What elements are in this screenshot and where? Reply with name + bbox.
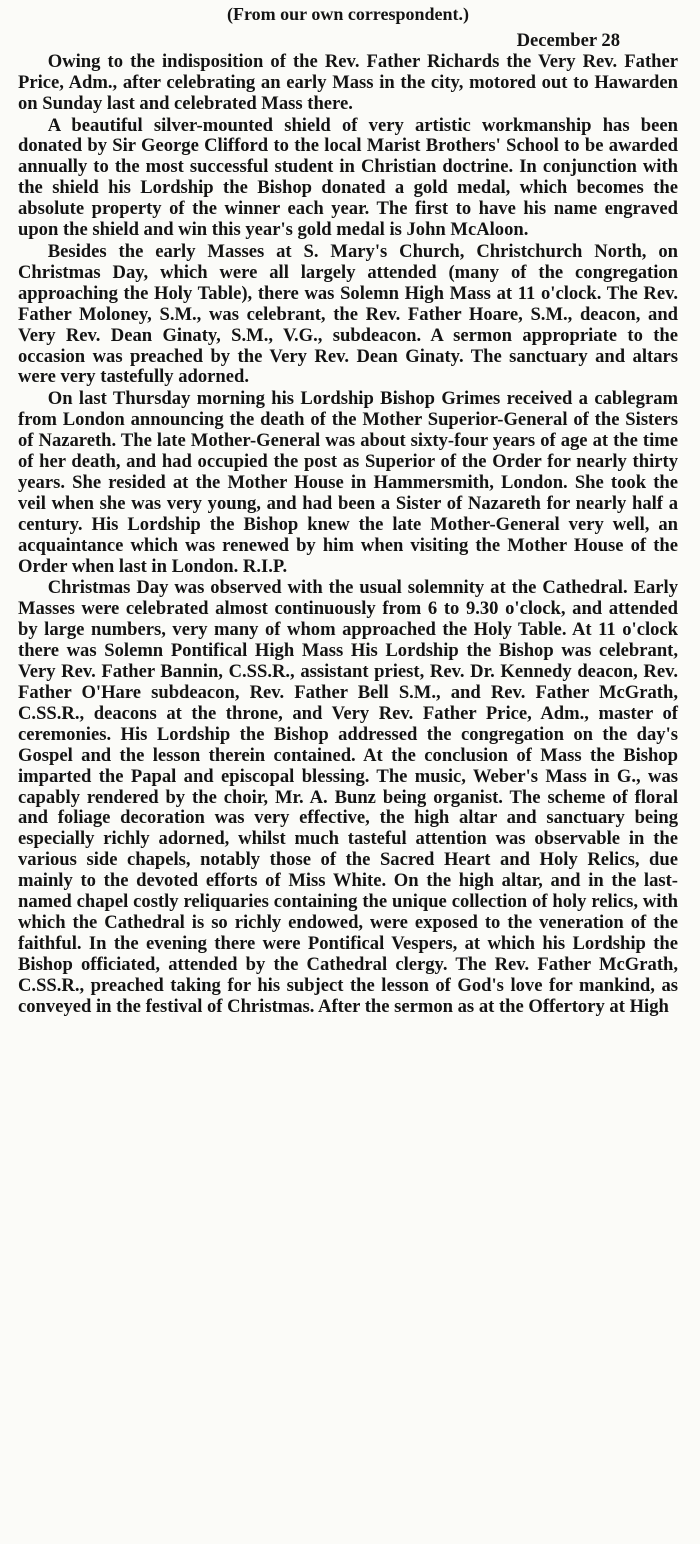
paragraph-silver-shield: A beautiful silver-mounted shield of very artistic workmanship has been donated by Sir George Clifford to the local Marist Brothers' School to be awarded annually to the most successful student in Christian doctrine. In conjunction with the shield his Lordship the Bishop donated a gold medal, which becomes the absolute property of the winner each year. The first to have his name engraved upon the shield and win this year's gold medal is John McAloon. [18,114,678,241]
paragraph-hawarden-mass: Owing to the indisposition of the Rev. Father Richards the Very Rev. Father Price, Adm., after celebrating an early Mass in the city, motored out to Hawarden on Sunday last and celebrated Mass there. [18,50,678,114]
paragraph-st-marys-christmas: Besides the early Masses at S. Mary's Church, Christchurch North, on Christmas Day, which were all largely attended (many of the congregation approaching the Holy Table), there was Solemn High Mass at 11 o'clock. The Rev. Father Moloney, S.M., was celebrant, the Rev. Father Hoare, S.M., deacon, and Very Rev. Dean Ginaty, S.M., V.G., subdeacon. A sermon appropriate to the occasion was preached by the Very Rev. Dean Ginaty. The sanctuary and altars were very tastefully adorned. [18,240,678,388]
article-column [18,4,678,1018]
correspondent-line: (From our own correspondent.) [227,4,469,24]
paragraph-cathedral-christmas: Christmas Day was observed with the usual solemnity at the Cathedral. Early Masses were celebrated almost continuously from 6 to 9.30 o'clock, and attended by large numbers, very many of whom approached the Holy Table. At 11 o'clock there was Solemn Pontifical High Mass His Lordship the Bishop was celebrant, Very Rev. Father Bannin, C.SS.R., assistant priest, Rev. Dr. Kennedy deacon, Rev. Father O'Hare subdeacon, Rev. Father Bell S.M., and Rev. Father McGrath, C.SS.R., deacons at the throne, and Very Rev. Father Price, Adm., master of ceremonies. His Lordship the Bishop addressed the congregation on the day's Gospel and the lesson therein contained. At the conclusion of Mass the Bishop imparted the Papal and episcopal blessing. The music, Weber's Mass in G., was capably rendered by the choir, Mr. A. Bunz being organist. The scheme of floral and foliage decoration was very effective, the high altar and sanctuary being especially richly adorned, whilst much tasteful attention was observable in the various side chapels, notably those of the Sacred Heart and Holy Relics, due mainly to the devoted efforts of Miss White. On the high altar, and in the last-named chapel costly reliquaries containing the unique collection of holy relics, with which the Cathedral is so richly endowed, were exposed to the veneration of the faithful. In the evening there were Pontifical Vespers, at which his Lordship the Bishop officiated, attended by the Cathedral clergy. The Rev. Father McGrath, C.SS.R., preached taking for his subject the lesson of God's love for mankind, as conveyed in the festival of Christmas. After the sermon as at the Offertory at High [18,577,678,1017]
paragraph-mother-general-death: On last Thursday morning his Lordship Bishop Grimes received a cablegram from London announcing the death of the Mother Superior-General of the Sisters of Nazareth. The late Mother-General was about sixty-four years of age at the time of her death, and had occupied the post as Superior of the Order for nearly thirty years. She resided at the Mother House in Hammersmith, London. She took the veil when she was very young, and had been a Sister of Nazareth for nearly half a century. His Lordship the Bishop knew the late Mother-General very well, an acquaintance which was renewed by him when visiting the Mother House of the Order when last in London. R.I.P. [18,388,678,577]
article-date: December 28 [516,29,620,51]
